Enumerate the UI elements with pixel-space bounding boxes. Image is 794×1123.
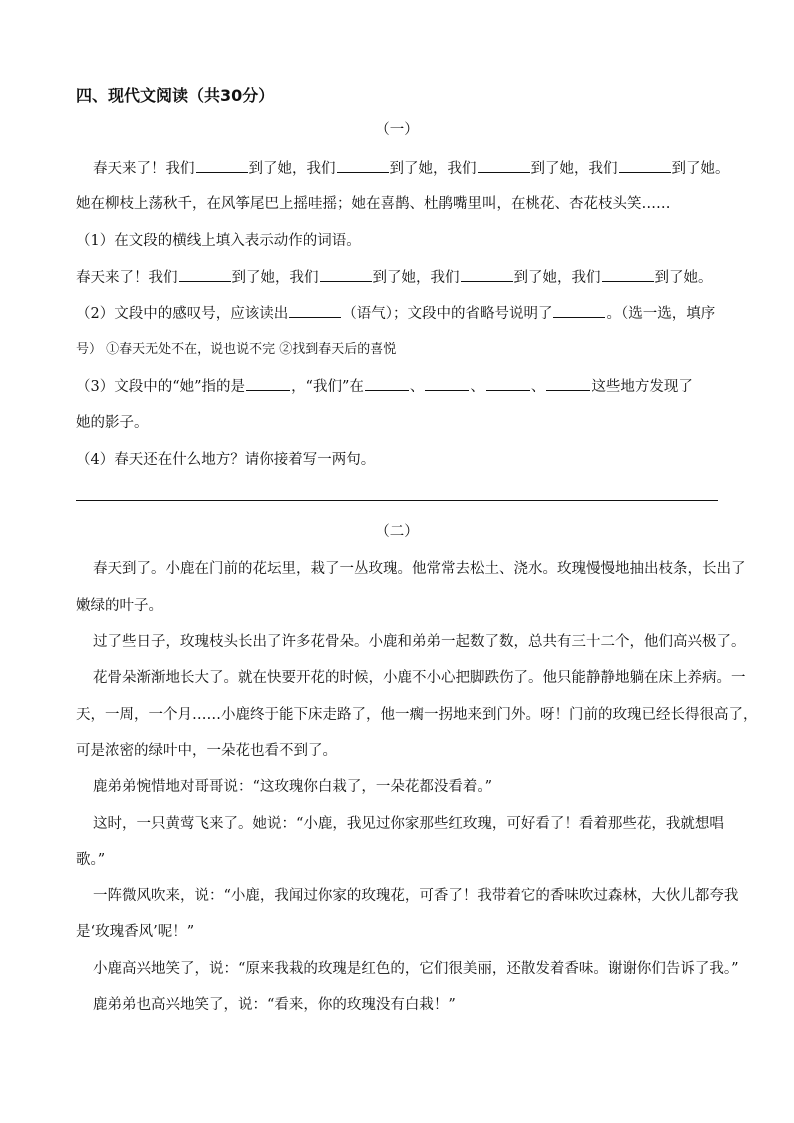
passage2-p5-line2: 歌。” <box>76 852 106 868</box>
question-2-options: 号） ①春天无处不在，说也说不完 ②找到春天后的喜悦 <box>76 342 397 357</box>
text: 、 <box>530 379 546 395</box>
fill-blank[interactable] <box>246 376 290 391</box>
question-1: （1）在文段的横线上填入表示动作的词语。 <box>76 233 361 249</box>
question-3-line2: 她的影子。 <box>76 415 149 431</box>
fill-blank[interactable] <box>478 158 530 173</box>
fill-blank[interactable] <box>179 267 231 282</box>
fill-blank[interactable] <box>461 267 513 282</box>
text: 春天来了！我们 <box>93 161 195 177</box>
passage2-p1-line1: 春天到了。小鹿在门前的花坛里，栽了一丛玫瑰。他常常去松土、浇水。玫瑰慢慢地抽出枝条，长出了 <box>93 561 746 577</box>
fill-blank[interactable] <box>337 158 389 173</box>
fill-blank[interactable] <box>553 303 605 318</box>
question-4: （4）春天还在什么地方？请你接着写一两句。 <box>76 452 376 468</box>
fill-blank[interactable] <box>320 267 372 282</box>
question-2 <box>76 303 715 324</box>
section-title: 四、现代文阅读（共30分） <box>76 86 275 105</box>
text: （3）文段中的“她”指的是 <box>76 379 246 395</box>
text: 到了她，我们 <box>513 270 601 286</box>
passage2-p7: 小鹿高兴地笑了，说：“原来我栽的玫瑰是红色的，它们很美丽，还散发着香味。谢谢你们告诉了我。” <box>93 961 739 977</box>
text: 、 <box>409 379 425 395</box>
text: 。（选一选，填序 <box>606 306 716 322</box>
question-3 <box>76 376 693 397</box>
passage2-p1-line2: 嫩绿的叶子。 <box>76 598 163 614</box>
fill-blank[interactable] <box>289 303 341 318</box>
fill-blank[interactable] <box>486 376 530 391</box>
answer-line[interactable] <box>76 500 718 501</box>
passage2-p6-line2: 是‘玫瑰香风’呢！” <box>76 924 195 940</box>
passage1-line1 <box>93 158 730 179</box>
passage1-line2: 她在柳枝上荡秋千，在风筝尾巴上摇哇摇；她在喜鹊、杜鹃嘴里叫，在桃花、杏花枝头笑…… <box>76 196 671 212</box>
text: 到了她，我们 <box>231 270 319 286</box>
fill-blank[interactable] <box>196 158 248 173</box>
question-1-fill <box>76 267 713 288</box>
passage2-p3-line2: 天，一周，一个月……小鹿终于能下床走路了，他一瘸一拐地来到门外。呀！门前的玫瑰已经长得很高了， <box>76 707 758 723</box>
text: 到了她，我们 <box>248 161 336 177</box>
text: 到了她。 <box>654 270 713 286</box>
fill-blank[interactable] <box>365 376 409 391</box>
text: 到了她。 <box>671 161 730 177</box>
text: 到了她，我们 <box>530 161 618 177</box>
passage2-p5-line1: 这时，一只黄莺飞来了。她说：“小鹿，我见过你家那些红玫瑰，可好看了！看着那些花，我就想唱 <box>93 816 724 832</box>
part1-heading: （一） <box>375 122 419 138</box>
text: ，“我们”在 <box>291 379 364 395</box>
fill-blank[interactable] <box>546 376 590 391</box>
fill-blank[interactable] <box>425 376 469 391</box>
text: 、 <box>470 379 485 395</box>
fill-blank[interactable] <box>619 158 671 173</box>
passage2-p6-line1: 一阵微风吹来，说：“小鹿，我闻过你家的玫瑰花，可香了！我带着它的香味吹过森林，大伙儿都夸我 <box>93 888 739 904</box>
text: 春天来了！我们 <box>76 270 178 286</box>
text: 这些地方发现了 <box>591 379 693 395</box>
passage2-p8: 鹿弟弟也高兴地笑了，说：“看来，你的玫瑰没有白栽！” <box>93 997 456 1013</box>
text: 到了她，我们 <box>372 270 460 286</box>
passage2-p3-line1: 花骨朵渐渐地长大了。就在快要开花的时候，小鹿不小心把脚跌伤了。他只能静静地躺在床上养病。一 <box>93 670 746 686</box>
part2-heading: （二） <box>375 524 419 540</box>
passage2-p2: 过了些日子，玫瑰枝头长出了许多花骨朵。小鹿和弟弟一起数了数，总共有三十二个，他们高兴极了。 <box>93 634 746 650</box>
text: （2）文段中的感叹号，应该读出 <box>76 306 289 322</box>
fill-blank[interactable] <box>602 267 654 282</box>
passage2-p4: 鹿弟弟惋惜地对哥哥说：“这玫瑰你白栽了，一朵花都没看着。” <box>93 779 493 795</box>
passage2-p3-line3: 可是浓密的绿叶中，一朵花也看不到了。 <box>76 743 337 759</box>
text: 到了她，我们 <box>389 161 477 177</box>
text: （语气）；文段中的省略号说明了 <box>342 306 553 322</box>
